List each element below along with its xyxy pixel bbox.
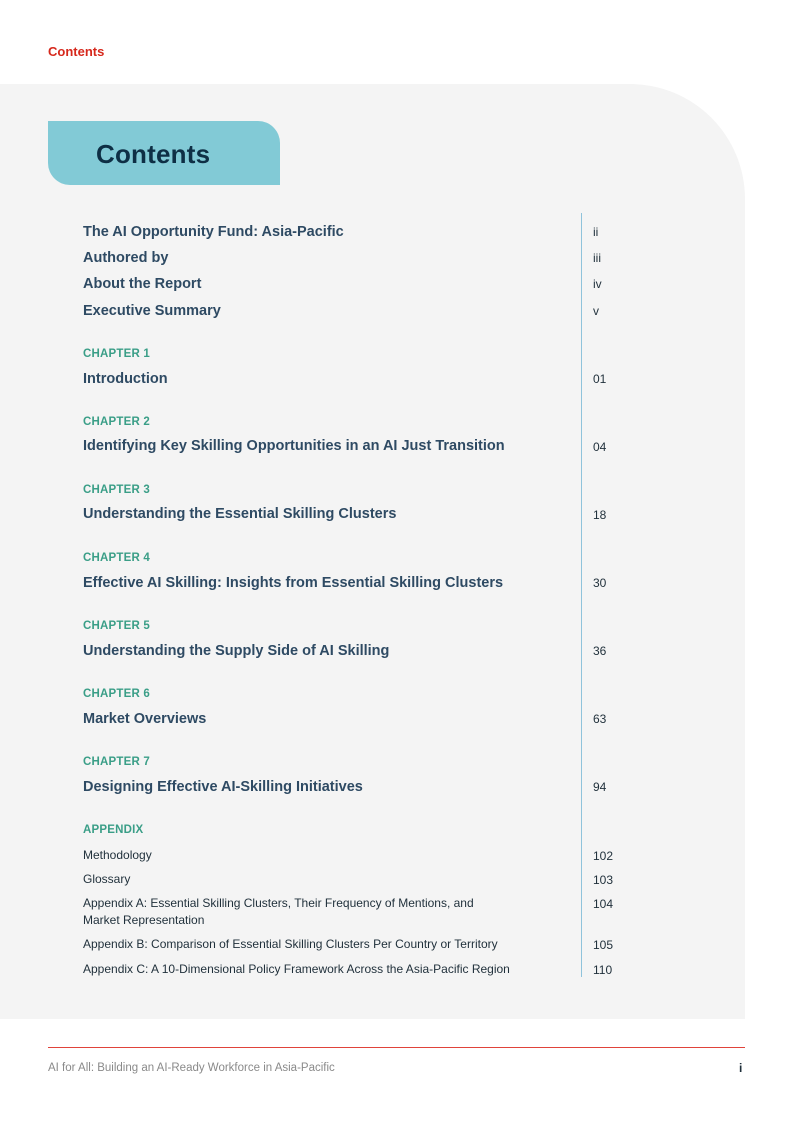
chapter-label: CHAPTER 1 xyxy=(83,348,150,360)
page-number-divider xyxy=(581,213,582,977)
chapter-label: CHAPTER 2 xyxy=(83,416,150,428)
toc-page-chapter-2: 04 xyxy=(593,440,607,454)
toc-page-chapter-5: 36 xyxy=(593,644,607,658)
toc-entry-chapter-3[interactable]: Understanding the Essential Skilling Clusters xyxy=(83,506,397,522)
chapter-label: CHAPTER 3 xyxy=(83,484,150,496)
section-label: Contents xyxy=(48,44,105,59)
contents-heading-tab xyxy=(48,121,280,185)
chapter-label: CHAPTER 6 xyxy=(83,688,150,700)
footer-title: AI for All: Building an AI-Ready Workforce in Asia-Pacific xyxy=(48,1062,335,1074)
toc-entry-appendix-a[interactable]: Appendix A: Essential Skilling Clusters, Their Frequency of Mentions, and Market Representation xyxy=(83,896,474,927)
toc-entry-chapter-6[interactable]: Market Overviews xyxy=(83,711,207,727)
toc-page-chapter-1: 01 xyxy=(593,372,607,386)
appendix-label: APPENDIX xyxy=(83,824,144,836)
toc-entry-methodology[interactable]: Methodology xyxy=(83,848,152,862)
toc-entry-authored-by[interactable]: Authored by xyxy=(83,250,169,266)
toc-page-about-report: iv xyxy=(593,277,602,291)
toc-page-chapter-4: 30 xyxy=(593,576,607,590)
toc-page-methodology: 102 xyxy=(593,849,614,863)
toc-entry-appendix-b[interactable]: Appendix B: Comparison of Essential Skilling Clusters Per Country or Territory xyxy=(83,937,498,951)
footer-page-number: i xyxy=(739,1061,743,1075)
chapter-label: CHAPTER 5 xyxy=(83,620,150,632)
toc-entry-chapter-2[interactable]: Identifying Key Skilling Opportunities in an AI Just Transition xyxy=(83,438,505,454)
toc-entry-appendix-c[interactable]: Appendix C: A 10-Dimensional Policy Framework Across the Asia-Pacific Region xyxy=(83,962,510,976)
chapter-label: CHAPTER 4 xyxy=(83,552,150,564)
toc-page-glossary: 103 xyxy=(593,873,614,887)
toc-entry-chapter-5[interactable]: Understanding the Supply Side of AI Skilling xyxy=(83,643,390,659)
toc-page-authored-by: iii xyxy=(593,251,601,265)
toc-entry-opportunity-fund[interactable]: The AI Opportunity Fund: Asia-Pacific xyxy=(83,224,344,240)
toc-entry-glossary[interactable]: Glossary xyxy=(83,872,131,886)
toc-entry-about-report[interactable]: About the Report xyxy=(83,276,202,292)
chapter-label: CHAPTER 7 xyxy=(83,756,150,768)
toc-entry-executive-summary[interactable]: Executive Summary xyxy=(83,303,221,319)
toc-page-appendix-c: 110 xyxy=(593,963,613,977)
toc-page-opportunity-fund: ii xyxy=(593,225,599,239)
page-title: Contents xyxy=(96,139,211,169)
toc-entry-chapter-1[interactable]: Introduction xyxy=(83,371,168,387)
footer-divider xyxy=(48,1047,745,1048)
toc-entry-chapter-4[interactable]: Effective AI Skilling: Insights from Essential Skilling Clusters xyxy=(83,575,504,591)
toc-entry-chapter-7[interactable]: Designing Effective AI-Skilling Initiatives xyxy=(83,779,363,795)
toc-page-appendix-b: 105 xyxy=(593,938,614,952)
toc-page-chapter-3: 18 xyxy=(593,508,607,522)
toc-page-appendix-a: 104 xyxy=(593,897,614,911)
toc-page-chapter-7: 94 xyxy=(593,780,607,794)
toc-page-executive-summary: v xyxy=(593,304,599,318)
toc-page-chapter-6: 63 xyxy=(593,712,607,726)
